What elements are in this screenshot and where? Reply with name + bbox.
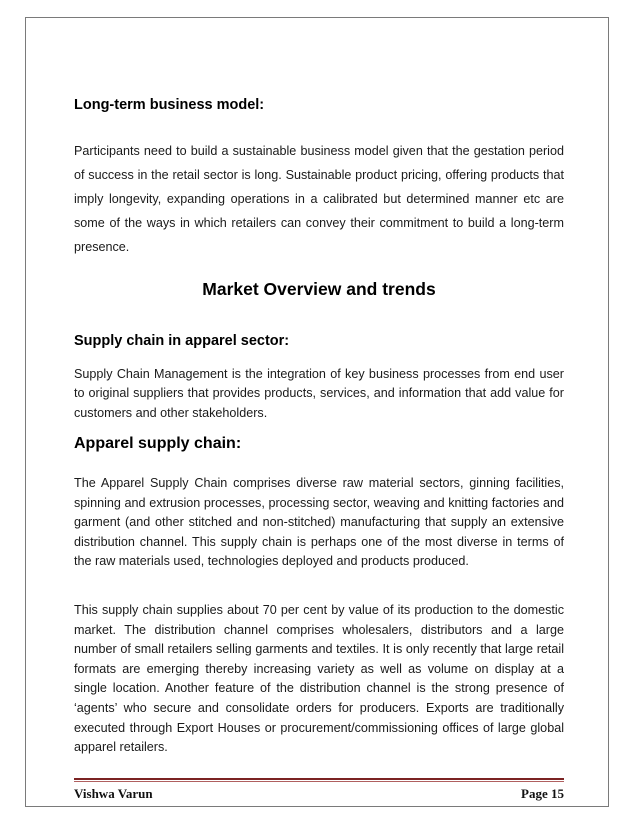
supply-chain-paragraph: Supply Chain Management is the integration of key business processes from end user to original suppliers that provides products, services, and information that add value for customers and other stakeholders. bbox=[74, 367, 564, 420]
market-overview-title: Market Overview and trends bbox=[202, 279, 436, 299]
apparel-supply-chain-paragraph-2: This supply chain supplies about 70 per cent by value of its production to the domestic market. The distribution channel comprises wholesalers, distributors and a large number of small retailers selling garments and textiles. It is only recently that large retail formats are emerging thereby increasing variety as well as volume on display at a single location. Another feature of the distribution channel is the strong presence of ‘agents’ who secure and consolidate orders for producers. Exports are traditionally executed through Export Houses or procurement/commissioning offices of large global apparel retailers. bbox=[74, 603, 564, 755]
footer-author: Vishwa Varun bbox=[74, 786, 153, 801]
supply-chain-heading: Supply chain in apparel sector: bbox=[74, 333, 290, 349]
footer-page-number: Page 15 bbox=[521, 786, 564, 801]
footer-rule-thin bbox=[74, 781, 564, 782]
footer-rule bbox=[74, 778, 564, 780]
long-term-paragraph: Participants need to build a sustainable business model given that the gestation period of success in the retail sector is long. Sustainable product pricing, offering products that imply longevity, expanding operations in a calibrated but determined manner etc are some of the ways in which retailers can convey their commitment to build a long-term presence. bbox=[74, 144, 564, 254]
long-term-heading: Long-term business model: bbox=[74, 97, 265, 113]
apparel-supply-chain-heading: Apparel supply chain: bbox=[74, 435, 242, 452]
apparel-supply-chain-paragraph-1: The Apparel Supply Chain comprises diverse raw material sectors, ginning facilities, spinning and extrusion processes, processing sector, weaving and knitting factories and garment (and other stitched and non-stitched) manufacturing that supply an extensive distribution channel. This supply chain is perhaps one of the most diverse in terms of the raw materials used, technologies deployed and products produced. bbox=[74, 476, 564, 569]
